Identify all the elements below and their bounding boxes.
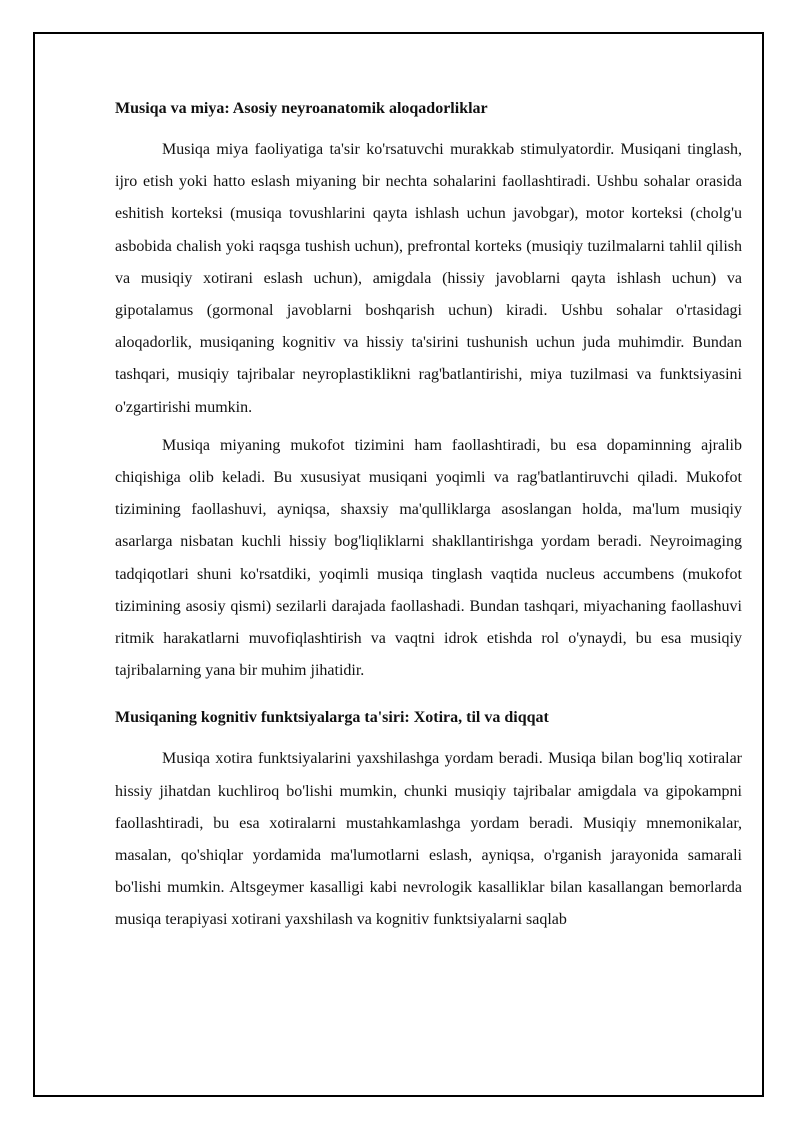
section-heading-neuroanatomy: Musiqa va miya: Asosiy neyroanatomik aloqadorliklar <box>115 100 488 117</box>
paragraph-reward-system: Musiqa miyaning mukofot tizimini ham faollashtiradi, bu esa dopaminning ajralib chiqishiga olib keladi. Bu xususiyat musiqani yoqimli va rag'batlantiruvchi qiladi. Mukofot tizimining faollashuvi, ayniqsa, shaxsiy ma'qulliklarga asoslangan holda, ma'lum musiqiy asarlarga nisbatan kuchli hissiy bog'liqliklarni shakllantirishga yordam beradi. Neyroimaging tadqiqotlari shuni ko'rsatdiki, yoqimli musiqa tinglash vaqtida nucleus accumbens (mukofot tizimining asosiy qismi) sezilarli darajada faollashadi. Bundan tashqari, miyachaning faollashuvi ritmik harakatlarni muvofiqlashtirish va vaqtni idrok etishda rol o'ynaydi, bu esa musiqiy tajribalarning yana bir muhim jihatidir. <box>115 436 742 680</box>
section-heading-cognitive: Musiqaning kognitiv funktsiyalarga ta'siri: Xotira, til va diqqat <box>115 709 549 727</box>
paragraph-memory: Musiqa xotira funktsiyalarini yaxshilashga yordam beradi. Musiqa bilan bog'liq xotiralar hissiy jihatdan kuchliroq bo'lishi mumkin, chunki musiqiy tajribalar amigdala va gipokampni faollashtiradi, bu esa xotiralarni mustahkamlashga yordam beradi. Musiqiy mnemonikalar, masalan, qo'shiqlar yordamida ma'lumotlarni eslash, ayniqsa, o'rganish jarayonida samarali bo'lishi mumkin. Altsgeymer kasalligi kabi nevrologik kasalliklar bilan kasallangan bemorlarda musiqa terapiyasi xotirani yaxshilash va kognitiv funktsiyalarni saqlab <box>115 750 742 929</box>
paragraph-brain-areas: Musiqa miya faoliyatiga ta'sir ko'rsatuvchi murakkab stimulyatordir. Musiqani tinglash, ijro etish yoki hatto eslash miyaning bir nechta sohalarini faollashtiradi. Ushbu sohalar orasida eshitish korteksi (musiqa tovushlarini qayta ishlash uchun javobgar), motor korteksi (cholg'u asbobida chalish yoki raqsga tushish uchun), prefrontal korteks (musiqiy tuzilmalarni tahlil qilish va musiqiy xotirani eslash uchun), amigdala (hissiy javoblarni qayta ishlash uchun) va gipotalamus (gormonal javoblarni boshqarish uchun) kiradi. Ushbu sohalar o'rtasidagi aloqadorlik, musiqaning kognitiv va hissiy ta'sirini tushunish uchun juda muhimdir. Bundan tashqari, musiqiy tajribalar neyroplastiklikni rag'batlantirishi, miya tuzilmasi va funktsiyasini o'zgartirishi mumkin. <box>115 141 742 416</box>
document-body <box>115 98 742 943</box>
